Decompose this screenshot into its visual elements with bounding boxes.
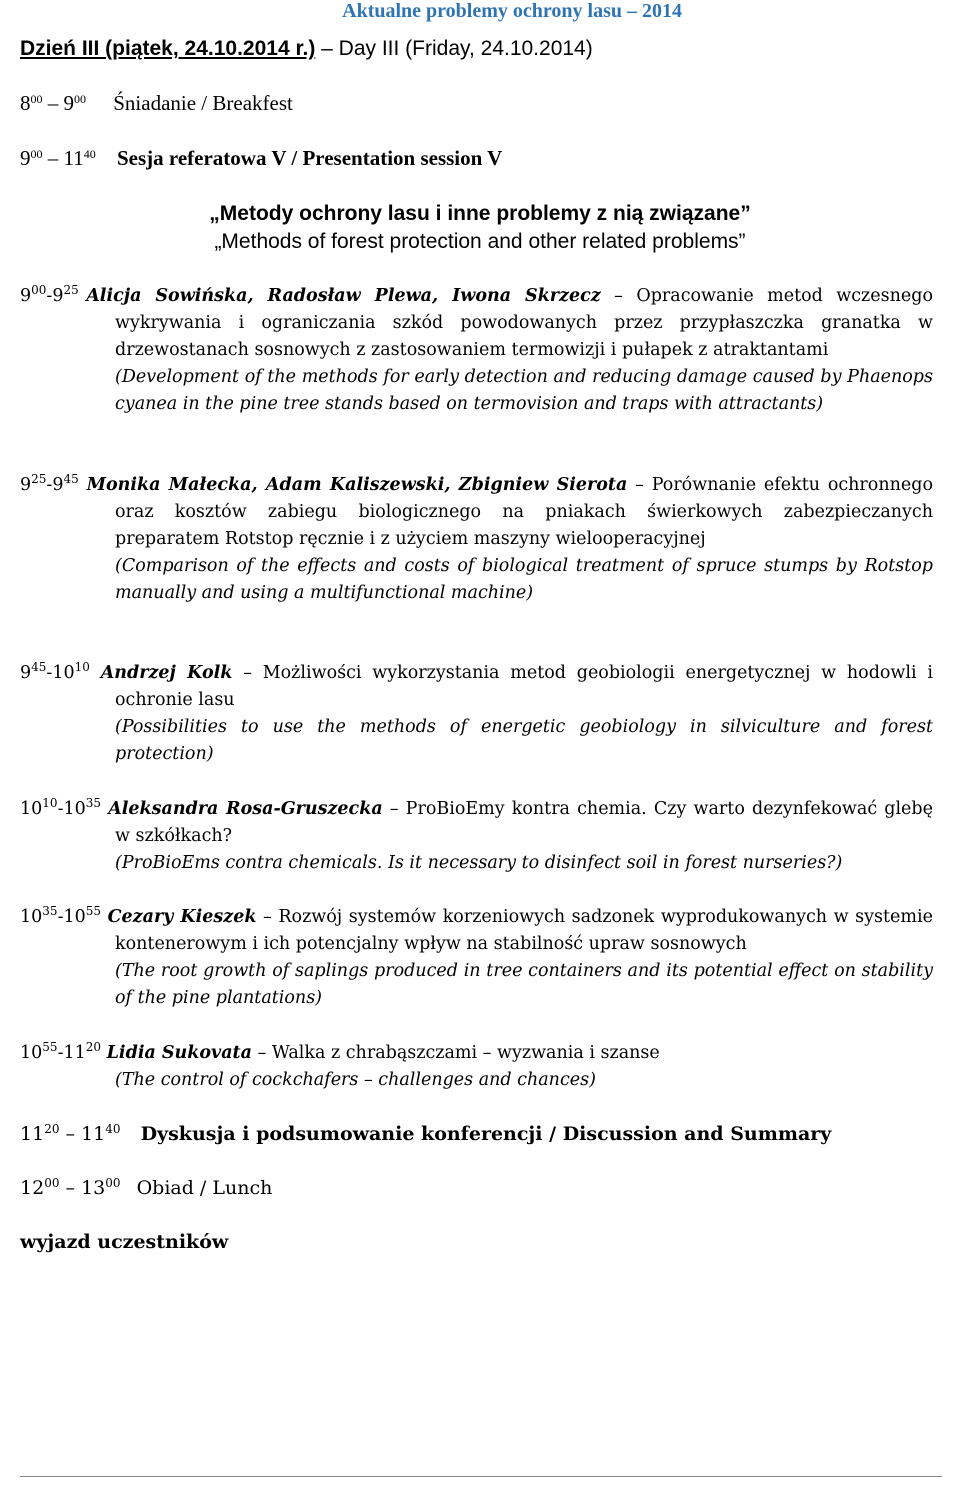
talk-title-pl: – Walka z chrabąszczami – wyzwania i szanse: [257, 1043, 660, 1063]
day-title: [20, 36, 593, 62]
talk-title-pl: – Porównanie efektu ochronnego oraz kosztów zabiegu biologicznego na pniakach świerkowych zabezpieczanych preparatem Rotstop ręcznie i z użyciem maszyny wielooperacyjnej: [115, 475, 933, 549]
talk-title-pl: – Możliwości wykorzystania metod geobiologii energetycznej w hodowli i ochronie lasu: [115, 663, 933, 710]
talk-item: [20, 472, 933, 607]
footer-divider: [20, 1476, 942, 1477]
discussion-row: [20, 1121, 831, 1147]
day-title-en: – Day III (Friday, 24.10.2014): [321, 37, 593, 60]
talk-body: [20, 904, 933, 958]
discussion-time: $11^{20} - 11^{40}$: [20, 1122, 121, 1145]
talk-item: [20, 283, 933, 418]
breakfast-label: Śniadanie / Breakfest: [113, 91, 293, 115]
talk-item: [20, 904, 933, 1012]
talk-authors: Monika Małecka, Adam Kaliszewski, Zbigniew Sierota: [86, 475, 628, 495]
conference-header: Aktualne problemy ochrony lasu – 2014: [342, 0, 682, 22]
session-title-en: „Methods of forest protection and other related problems”: [214, 230, 746, 253]
day-title-pl: Dzień III (piątek, 24.10.2014 r.): [20, 37, 316, 60]
talk-time: $9^{45}-10^{10}$: [20, 660, 90, 683]
departure-note: wyjazd uczestników: [20, 1231, 229, 1253]
talk-title-en: (The root growth of saplings produced in tree containers and its potential effect on stability of the pine plantations): [115, 961, 933, 1008]
lunch-time: $12^{00} - 13^{00}$: [20, 1176, 121, 1199]
talk-time: $10^{35}-10^{55}$: [20, 904, 102, 927]
talk-time: $10^{10}-10^{35}$: [20, 796, 102, 819]
talk-authors: Cezary Kieszek: [107, 907, 257, 927]
talk-authors: Andrzej Kolk: [100, 663, 233, 683]
talk-body: [20, 472, 933, 553]
talk-body: [20, 1040, 933, 1067]
session-time: $9^{00} - 11^{40}$: [20, 146, 96, 170]
talk-item: [20, 1040, 933, 1094]
talk-time: $9^{25}-9^{45}$: [20, 472, 79, 495]
discussion-label: Dyskusja i podsumowanie konferencji / Discussion and Summary: [140, 1123, 832, 1145]
talk-authors: Lidia Sukovata: [106, 1043, 252, 1063]
talk-title-en: (Development of the methods for early detection and reducing damage caused by Phaenops cyanea in the pine tree stands based on termovision and traps with attractants): [115, 367, 933, 414]
session-row: [20, 145, 502, 171]
talk-authors: Aleksandra Rosa-Gruszecka: [108, 799, 383, 819]
breakfast-row: [20, 90, 293, 116]
talk-title-pl: – Rozwój systemów korzeniowych sadzonek wyprodukowanych w systemie kontenerowym i ich potencjalny wpływ na stabilność upraw sosnowych: [115, 907, 933, 954]
talk-body: [20, 283, 933, 364]
talk-title-en: (Comparison of the effects and costs of biological treatment of spruce stumps by Rotstop manually and using a multifunctional machine): [115, 556, 933, 603]
session-label: Sesja referatowa V / Presentation session V: [116, 146, 503, 170]
session-title-pl: „Metody ochrony lasu i inne problemy z nią związane”: [209, 202, 751, 225]
talk-authors: Alicja Sowińska, Radosław Plewa, Iwona Skrzecz: [86, 286, 601, 306]
talk-item: [20, 660, 933, 768]
talk-title-en: (The control of cockchafers – challenges and chances): [115, 1070, 596, 1090]
talk-time: $9^{00}-9^{25}$: [20, 283, 79, 306]
lunch-row: [20, 1175, 272, 1201]
breakfast-time: $8^{00} - 9^{00}$: [20, 91, 86, 115]
talk-title-en: (Possibilities to use the methods of energetic geobiology in silviculture and forest protection): [115, 717, 933, 764]
talk-title-pl: – ProBioEmy kontra chemia. Czy warto dezynfekować glebę w szkółkach?: [115, 799, 933, 846]
talk-time: $10^{55}-11^{20}$: [20, 1040, 102, 1063]
talk-body: [20, 660, 933, 714]
talk-title-pl: – Opracowanie metod wczesnego wykrywania i ograniczania szkód powodowanych przez przypłaszczka granatka w drzewostanach sosnowych z zastosowaniem termowizji i pułapek z atraktantami: [115, 286, 933, 360]
talk-title-en: (ProBioEms contra chemicals. Is it necessary to disinfect soil in forest nurseries?): [115, 853, 843, 873]
lunch-label: Obiad / Lunch: [136, 1177, 273, 1199]
talk-item: [20, 796, 933, 877]
talk-body: [20, 796, 933, 850]
